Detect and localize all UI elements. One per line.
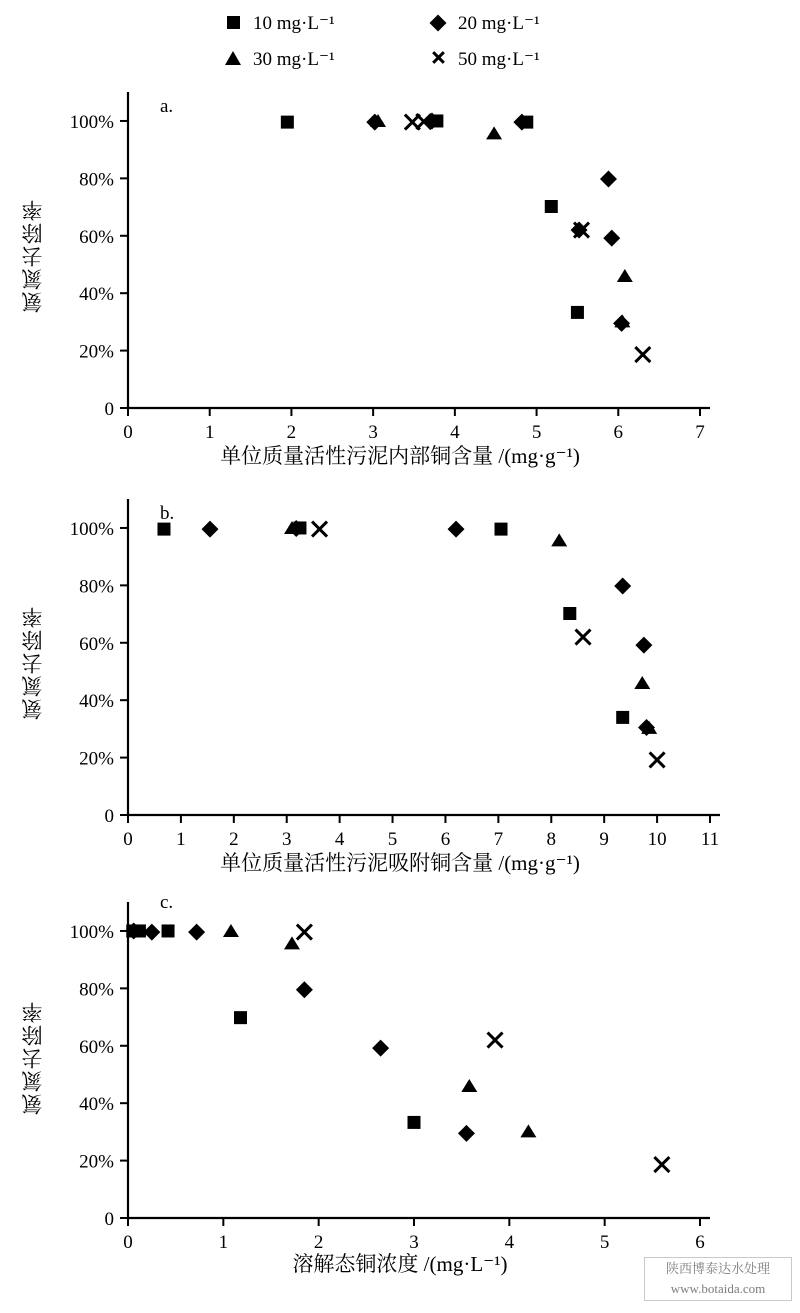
svg-text:6: 6 xyxy=(695,1232,705,1253)
data-point xyxy=(458,1125,475,1142)
svg-text:2: 2 xyxy=(313,1232,324,1253)
svg-text:20%: 20% xyxy=(79,341,114,363)
svg-text:5: 5 xyxy=(599,1232,610,1253)
svg-text:80%: 80% xyxy=(79,979,114,1001)
data-point xyxy=(495,523,508,536)
chart-panel-c xyxy=(0,880,800,1300)
square-marker-icon xyxy=(220,13,246,35)
legend-label: 30 mg·L⁻¹ xyxy=(253,49,335,70)
x-axis-label-a: 单位质量活性污泥内部铜含量 /(mg·g⁻¹) xyxy=(220,444,580,468)
svg-text:2: 2 xyxy=(229,829,239,850)
svg-text:5: 5 xyxy=(531,422,542,443)
data-point xyxy=(571,306,584,319)
svg-text:40%: 40% xyxy=(79,1094,114,1116)
data-point xyxy=(188,924,205,941)
svg-text:6: 6 xyxy=(440,829,451,850)
svg-text:0: 0 xyxy=(123,829,133,850)
legend-item-50 xyxy=(425,48,540,71)
svg-text:3: 3 xyxy=(409,1232,419,1253)
y-axis-label-b: 氨氮去除率 xyxy=(21,605,45,720)
data-point xyxy=(296,981,313,998)
data-point xyxy=(223,924,239,937)
scatter-plot-a xyxy=(0,78,800,478)
svg-text:20%: 20% xyxy=(79,748,114,770)
svg-text:60%: 60% xyxy=(79,633,114,655)
legend-item-20 xyxy=(425,12,540,35)
svg-text:40%: 40% xyxy=(79,284,114,306)
legend-label: 50 mg·L⁻¹ xyxy=(458,49,540,70)
legend xyxy=(210,8,630,78)
legend-label: 20 mg·L⁻¹ xyxy=(458,13,540,34)
data-point xyxy=(551,533,567,546)
svg-text:100%: 100% xyxy=(69,921,114,943)
data-point xyxy=(635,637,652,654)
svg-text:100%: 100% xyxy=(69,111,114,133)
plot-area-c xyxy=(0,880,800,1300)
panel-label-c: c. xyxy=(160,892,174,913)
data-point xyxy=(617,269,633,282)
plot-area-b xyxy=(0,485,800,885)
data-point xyxy=(372,1040,389,1057)
data-point xyxy=(563,607,576,620)
x-axis-label-b: 单位质量活性污泥吸附铜含量 /(mg·g⁻¹) xyxy=(220,851,580,875)
svg-text:7: 7 xyxy=(493,829,504,850)
plot-area-a xyxy=(0,78,800,478)
diamond-marker-icon xyxy=(425,13,451,35)
triangle-marker-icon xyxy=(220,49,246,71)
svg-text:7: 7 xyxy=(695,422,705,443)
svg-text:1: 1 xyxy=(218,1232,229,1253)
svg-text:100%: 100% xyxy=(69,518,114,540)
x-axis-label-c: 溶解态铜浓度 /(mg·L⁻¹) xyxy=(292,1252,508,1276)
svg-text:3: 3 xyxy=(281,829,292,850)
panel-label-a: a. xyxy=(160,96,174,117)
svg-text:1: 1 xyxy=(204,422,215,443)
data-point xyxy=(603,230,620,247)
svg-text:60%: 60% xyxy=(79,226,114,248)
panel-label-b: b. xyxy=(160,503,175,524)
svg-text:9: 9 xyxy=(599,829,609,850)
data-point xyxy=(234,1011,247,1024)
cross-marker-icon xyxy=(425,49,451,71)
svg-text:2: 2 xyxy=(286,422,297,443)
data-point xyxy=(408,1116,421,1129)
svg-text:11: 11 xyxy=(700,829,720,850)
chart-panel-a xyxy=(0,78,800,478)
data-point xyxy=(202,521,219,538)
legend-item-10 xyxy=(220,12,335,35)
svg-text:80%: 80% xyxy=(79,169,114,191)
data-point xyxy=(281,116,294,129)
watermark-line1: 陕西博泰达水处理 xyxy=(665,1261,770,1276)
scatter-plot-c xyxy=(0,880,800,1300)
svg-text:4: 4 xyxy=(504,1232,515,1253)
svg-text:60%: 60% xyxy=(79,1036,114,1058)
svg-text:6: 6 xyxy=(613,422,624,443)
svg-text:80%: 80% xyxy=(79,576,114,598)
data-point xyxy=(486,126,502,139)
y-axis-label-a: 氨氮去除率 xyxy=(21,198,45,313)
y-axis-label-c: 氨氮去除率 xyxy=(21,1000,45,1115)
svg-text:3: 3 xyxy=(368,422,378,443)
data-point xyxy=(571,222,588,239)
svg-text:0: 0 xyxy=(104,399,114,420)
data-point xyxy=(634,676,650,689)
svg-text:0: 0 xyxy=(104,1209,114,1230)
data-point xyxy=(162,924,175,937)
watermark-line2: www.botaida.com xyxy=(670,1281,766,1296)
data-point xyxy=(461,1079,477,1092)
watermark xyxy=(644,1257,792,1301)
svg-text:10: 10 xyxy=(647,829,667,850)
svg-text:0: 0 xyxy=(123,422,133,443)
svg-text:40%: 40% xyxy=(79,691,114,713)
data-point xyxy=(545,200,558,213)
svg-text:1: 1 xyxy=(176,829,186,850)
svg-text:4: 4 xyxy=(334,829,345,850)
svg-text:8: 8 xyxy=(546,829,557,850)
data-point xyxy=(448,521,465,538)
svg-text:0: 0 xyxy=(104,806,114,827)
data-point xyxy=(520,1124,536,1137)
legend-label: 10 mg·L⁻¹ xyxy=(253,13,335,34)
svg-text:4: 4 xyxy=(450,422,460,443)
data-point xyxy=(600,170,617,187)
svg-text:20%: 20% xyxy=(79,1151,114,1173)
data-point xyxy=(616,711,629,724)
svg-text:0: 0 xyxy=(123,1232,133,1253)
scatter-plot-b xyxy=(0,485,800,885)
legend-item-30 xyxy=(220,48,335,71)
svg-text:5: 5 xyxy=(387,829,398,850)
data-point xyxy=(614,577,631,594)
chart-panel-b xyxy=(0,485,800,885)
